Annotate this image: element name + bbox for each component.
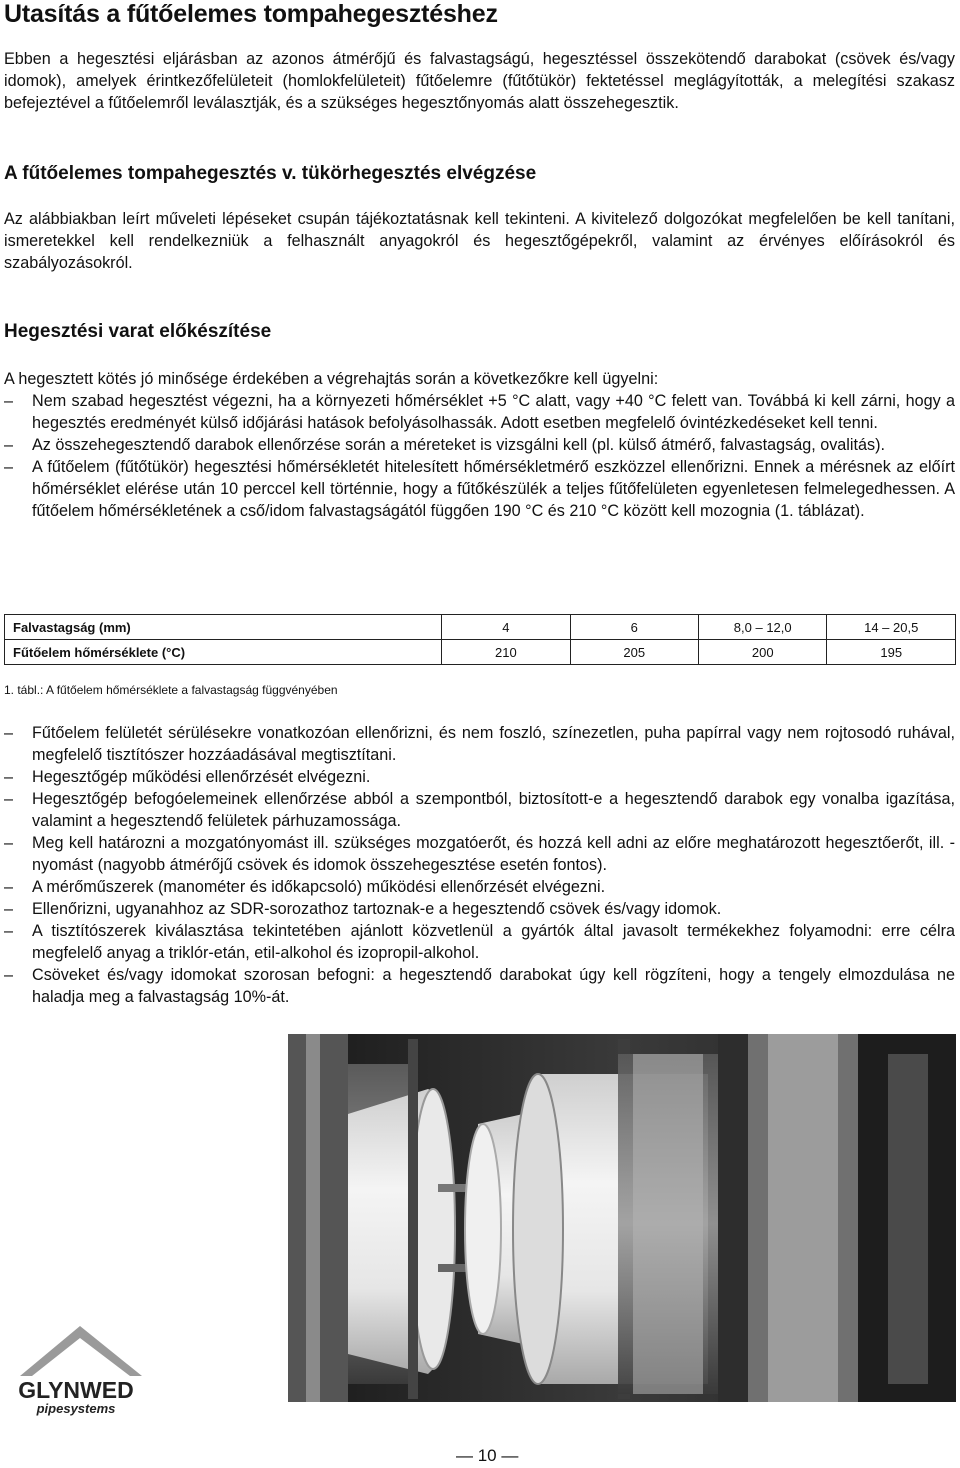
table-cell: 205 bbox=[570, 640, 698, 665]
dash-bullet: – bbox=[4, 392, 14, 410]
list-item: – A tisztítószerek kiválasztása tekintetében ajánlott közvetlenül a gyártók által javasolt termékekhez folyamodni: erre célra megfelelő anyag a triklór-etán, etil-alkohol és izopropil-alkohol. bbox=[4, 922, 955, 962]
list-item: – Hegesztőgép befogóelemeinek ellenőrzése abból a szempontból, biztosított-e a hegesztendő darabok egy vonalba igazítása, valamint a hegesztendő felületek párhuzamossága. bbox=[4, 790, 955, 830]
table-cell: 6 bbox=[570, 615, 698, 640]
page-number: — 10 — bbox=[456, 1446, 519, 1465]
section-welding-paragraph: Az alábbiakban leírt műveleti lépéseket csupán tájékoztatásnak kell tekinteni. A kivitelező dolgozókat megfelelően be kell tanítani, ismeretekkel kell rendelkezniük a felhasznált anyagokról és hegesztőgépekről, valamint az érvényes előírásokról és szabályozásokról. bbox=[4, 210, 955, 272]
list-item: – A mérőműszerek (manométer és időkapcsoló) működési ellenőrzését elvégezni. bbox=[4, 878, 606, 896]
welding-machine-photo bbox=[288, 1034, 956, 1402]
list-item: – Meg kell határozni a mozgatónyomást ill. szükséges mozgatóerőt, és hozzá kell adni az előre meghatározott hegesztőerőt, ill. -nyomást (nagyobb átmérőjű csövek és idomok összehegesztése esetén fontos). bbox=[4, 834, 955, 874]
preparation-lead: A hegesztett kötés jó minősége érdekében a végrehajtás során a következőkre kell ügyelni: bbox=[4, 370, 659, 388]
logo-roof-icon bbox=[20, 1326, 142, 1376]
dash-bullet: – bbox=[4, 878, 14, 896]
section-heading-preparation: Hegesztési varat előkészítése bbox=[4, 321, 272, 342]
table-cell: 195 bbox=[827, 640, 956, 665]
preparation-list-1 bbox=[4, 390, 955, 522]
dash-bullet: – bbox=[4, 436, 14, 454]
table-cell: 200 bbox=[698, 640, 826, 665]
list-item: – Nem szabad hegesztést végezni, ha a környezeti hőmérséklet +5 °C alatt, vagy +40 °C felett van. Továbbá ki kell zárni, hogy a hegesztés eredményét külső időjárási hatások befolyásolhassák. Adott esetben megfelelő óvintézkedéseket kell tenni. bbox=[4, 392, 955, 432]
table-row bbox=[5, 615, 956, 640]
list-item: – Csöveket és/vagy idomokat szorosan befogni: a hegesztendő darabokat úgy kell rögzíteni, hogy a tengely elmozdulása ne haladja meg a falvastagság 10%-át. bbox=[4, 966, 955, 1006]
intro-paragraph: Ebben a hegesztési eljárásban az azonos átmérőjű és falvastagságú, hegesztéssel összekötendő darabokat (csövek és/vagy idomok), amelyek érintkezőfelületeit (homlokfelületeit) fűtőelemre (fűtőtükör) fektetéssel meglágyították, a melegítési szakasz befejeztével a fűtőelemről leválasztják, és a szükséges hegesztőnyomás alatt összehegesztik. bbox=[4, 50, 955, 112]
dash-bullet: – bbox=[4, 458, 14, 476]
list-item: – Ellenőrizni, ugyanahhoz az SDR-sorozathoz tartoznak-e a hegesztendő csövek és/vagy idomok. bbox=[4, 900, 722, 918]
dash-bullet: – bbox=[4, 900, 14, 918]
dash-bullet: – bbox=[4, 768, 14, 786]
dash-bullet: – bbox=[4, 790, 14, 808]
table-cell: 8,0 – 12,0 bbox=[698, 615, 826, 640]
logo-subtitle: pipesystems bbox=[36, 1401, 116, 1416]
list-item: – Fűtőelem felületét sérülésekre vonatkozóan ellenőrizni, és nem foszló, színezetlen, puha papírral vagy nem rojtosodó ruhával, megfelelő tisztítószer hozzáadásával megtisztítani. bbox=[4, 724, 955, 764]
table-cell: 14 – 20,5 bbox=[827, 615, 956, 640]
section-heading-welding: A fűtőelemes tompahegesztés v. tükörhegesztés elvégzése bbox=[4, 163, 537, 184]
temperature-table bbox=[4, 614, 956, 665]
dash-bullet: – bbox=[4, 724, 14, 742]
table-cell: 210 bbox=[442, 640, 570, 665]
table-row bbox=[5, 640, 956, 665]
dash-bullet: – bbox=[4, 834, 14, 852]
table-cell: 4 bbox=[442, 615, 570, 640]
list-item: – Hegesztőgép működési ellenőrzését elvégezni. bbox=[4, 768, 371, 786]
preparation-list-2 bbox=[4, 722, 955, 1008]
list-item: – Az összehegesztendő darabok ellenőrzése során a méreteket is vizsgálni kell (pl. külső átmérő, falvastagság, ovalitás). bbox=[4, 436, 885, 454]
dash-bullet: – bbox=[4, 922, 14, 940]
table-row-header: Falvastagság (mm) bbox=[5, 615, 442, 640]
dash-bullet: – bbox=[4, 966, 14, 984]
table-caption: 1. tábl.: A fűtőelem hőmérséklete a falvastagság függvényében bbox=[4, 683, 338, 697]
table-row-header: Fűtőelem hőmérséklete (°C) bbox=[5, 640, 442, 665]
list-item: – A fűtőelem (fűtőtükör) hegesztési hőmérsékletét hitelesített hőmérsékletmérő eszközzel ellenőrizni. Ennek a mérésnek az előírt hőmérséklet elérése után 10 perccel kell történnie, hogy a fűtőkészülék a teljes fűtőfelületen egyenletesen felmelegedhessen. A fűtőelem hőmérsékletének a cső/idom falvastagságától függően 190 °C és 210 °C között kell mozognia (1. táblázat). bbox=[4, 458, 955, 520]
glynwed-logo bbox=[2, 1318, 152, 1418]
logo-brand: GLYNWED bbox=[18, 1377, 134, 1403]
page-title: Utasítás a fűtőelemes tompahegesztéshez bbox=[4, 0, 498, 28]
